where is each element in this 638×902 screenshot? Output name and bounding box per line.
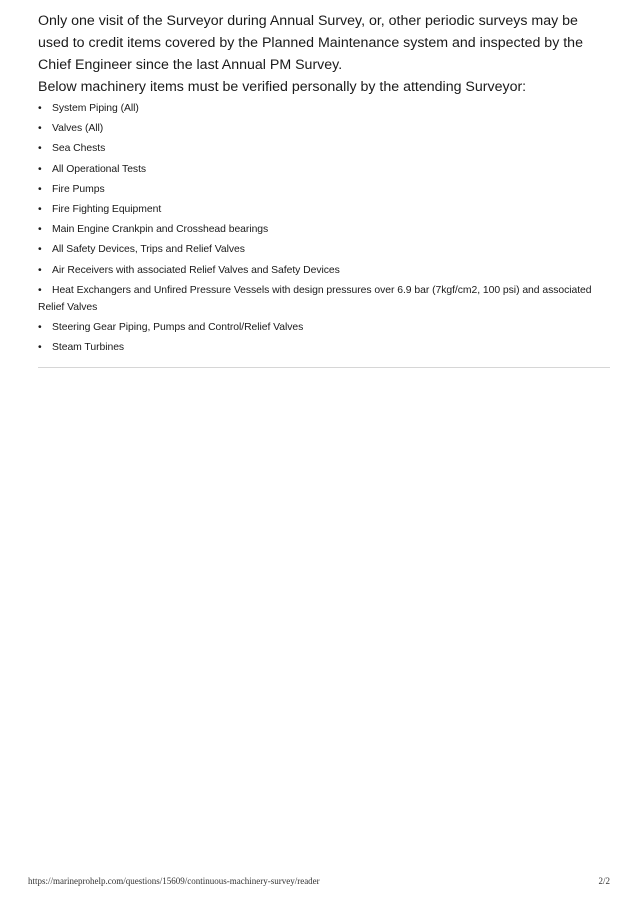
- footer-page-number: 2/2: [598, 876, 610, 886]
- list-item: [38, 282, 610, 316]
- list-item-text: All Operational Tests: [52, 163, 147, 175]
- list-item-text: Air Receivers with associated Relief Valves and Safety Devices: [52, 264, 340, 276]
- intro-line-2: used to credit items covered by the Planned Maintenance system and inspected by the: [38, 35, 583, 51]
- bullet-icon: •: [38, 203, 42, 215]
- list-item: [38, 241, 610, 258]
- list-item-text: All Safety Devices, Trips and Relief Valves: [52, 244, 245, 256]
- list-item-text: Fire Pumps: [52, 183, 105, 195]
- intro-line-1: Only one visit of the Surveyor during Annual Survey, or, other periodic surveys may be: [38, 13, 578, 29]
- list-item: [38, 262, 610, 279]
- list-item: [38, 100, 610, 117]
- section-divider: [38, 367, 610, 368]
- bullet-icon: •: [38, 284, 42, 296]
- list-item-text: System Piping (All): [52, 103, 139, 114]
- document-body: [38, 10, 610, 359]
- list-item-text: Steam Turbines: [52, 342, 125, 354]
- bullet-icon: •: [38, 342, 42, 354]
- list-item: [38, 140, 610, 157]
- list-item: [38, 201, 610, 218]
- list-item: [38, 339, 610, 356]
- list-item: [38, 181, 610, 198]
- list-item: [38, 221, 610, 238]
- bullet-icon: •: [38, 143, 42, 155]
- bullet-icon: •: [38, 163, 42, 175]
- intro-line-3: Chief Engineer since the last Annual PM Survey.: [38, 57, 343, 73]
- intro-line-4: Below machinery items must be verified personally by the attending Surveyor:: [38, 79, 527, 95]
- list-item-text: Fire Fighting Equipment: [52, 203, 162, 215]
- list-item-text: Heat Exchangers and Unfired Pressure Vessels with design pressures over 6.9 bar (7kgf/cm2, 100 psi) and associated Relief Valves: [38, 284, 592, 313]
- machinery-items-list: [38, 100, 610, 356]
- list-item: [38, 161, 610, 178]
- list-item-text: Main Engine Crankpin and Crosshead bearings: [52, 224, 269, 236]
- list-item: [38, 319, 610, 336]
- list-item-text: Sea Chests: [52, 143, 106, 155]
- bullet-icon: •: [38, 103, 42, 114]
- bullet-icon: •: [38, 244, 42, 256]
- footer-url: https://marineprohelp.com/questions/15609/continuous-machinery-survey/reader: [28, 876, 320, 886]
- bullet-icon: •: [38, 264, 42, 276]
- list-item-text: Valves (All): [52, 123, 104, 135]
- list-item: [38, 120, 610, 137]
- list-item-text: Steering Gear Piping, Pumps and Control/Relief Valves: [52, 321, 304, 333]
- bullet-icon: •: [38, 321, 42, 333]
- bullet-icon: •: [38, 183, 42, 195]
- bullet-icon: •: [38, 123, 42, 135]
- bullet-icon: •: [38, 224, 42, 236]
